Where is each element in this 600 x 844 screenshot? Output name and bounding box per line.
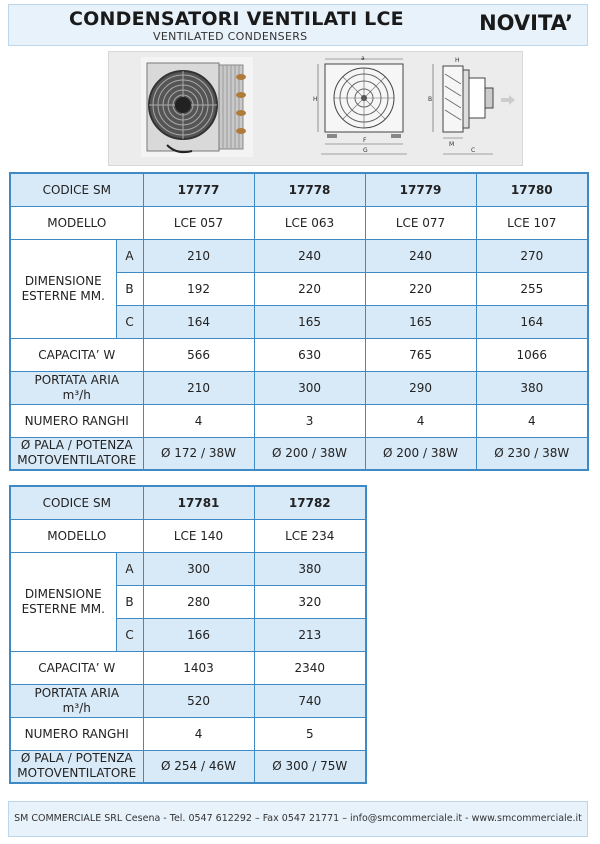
dim-a-cell: 240 [254,239,365,272]
header-banner [8,4,588,46]
portata-label-line1: PORTATA ARIA [34,372,120,387]
ranghi-label: NUMERO RANGHI [10,717,143,750]
dim-b-cell: 192 [143,272,254,305]
capacita-label: CAPACITA’ W [10,338,143,371]
spec-table-2 [9,485,367,784]
pala-label-line2: MOTOVENTILATORE [17,766,137,781]
capacita-cell: 630 [254,338,365,371]
pala-cell: Ø 172 / 38W [143,437,254,470]
dim-a-cell: 300 [143,552,254,585]
front-view-drawing [313,54,417,162]
product-images [108,51,523,166]
dim-a-cell: 210 [143,239,254,272]
portata-label-line1: PORTATA ARIA [34,685,120,700]
pala-cell: Ø 230 / 38W [476,437,588,470]
svg-text:G: G [363,147,368,154]
ranghi-label: NUMERO RANGHI [10,404,143,437]
ranghi-cell: 3 [254,404,365,437]
ranghi-cell: 5 [254,717,366,750]
header-codice-label: CODICE SM [10,173,143,206]
dim-a-cell: 380 [254,552,366,585]
dim-a-label: A [116,552,143,585]
dimensioni-label-line2: ESTERNE MM. [21,288,105,303]
pala-label-line2: MOTOVENTILATORE [17,453,137,468]
pala-label-line1: Ø PALA / POTENZA [20,438,133,453]
svg-text:F: F [363,137,367,144]
spec-table-1 [9,172,589,471]
svg-text:B: B [428,96,433,103]
dim-c-cell: 164 [476,305,588,338]
svg-text:H: H [313,96,318,103]
code-cell: 17780 [476,173,588,206]
dim-c-cell: 165 [365,305,476,338]
dim-a-cell: 240 [365,239,476,272]
dim-b-cell: 320 [254,585,366,618]
condenser-photo [137,55,257,161]
dimensioni-label [10,239,116,338]
capacita-cell: 1066 [476,338,588,371]
capacita-label: CAPACITA’ W [10,651,143,684]
portata-cell: 380 [476,371,588,404]
page-subtitle: VENTILATED CONDENSERS [153,30,308,43]
modello-label: MODELLO [10,206,143,239]
dim-c-cell: 213 [254,618,366,651]
code-cell: 17779 [365,173,476,206]
portata-cell: 740 [254,684,366,717]
svg-text:C: C [471,147,476,154]
svg-text:M: M [449,141,455,148]
portata-label-line2: m³/h [62,387,91,402]
dim-b-label: B [116,272,143,305]
pala-cell: Ø 200 / 38W [254,437,365,470]
novita-badge: NOVITA’ [479,11,573,35]
model-cell: LCE 077 [365,206,476,239]
capacita-cell: 2340 [254,651,366,684]
dim-a-label: A [116,239,143,272]
model-cell: LCE 234 [254,519,366,552]
ranghi-cell: 4 [143,717,254,750]
dim-a-cell: 270 [476,239,588,272]
capacita-cell: 566 [143,338,254,371]
dimensioni-label-line2: ESTERNE MM. [21,601,105,616]
ranghi-cell: 4 [365,404,476,437]
dim-b-cell: 220 [254,272,365,305]
header-codice-label: CODICE SM [10,486,143,519]
model-cell: LCE 057 [143,206,254,239]
pala-label [10,750,143,783]
portata-label [10,684,143,717]
portata-cell: 300 [254,371,365,404]
portata-label [10,371,143,404]
pala-cell: Ø 254 / 46W [143,750,254,783]
dim-c-cell: 164 [143,305,254,338]
dim-c-label: C [116,305,143,338]
svg-text:a: a [361,55,365,62]
code-cell: 17778 [254,173,365,206]
ranghi-cell: 4 [143,404,254,437]
page-title: CONDENSATORI VENTILATI LCE [69,8,404,30]
capacita-cell: 1403 [143,651,254,684]
pala-cell: Ø 300 / 75W [254,750,366,783]
svg-text:H: H [455,57,460,64]
portata-cell: 290 [365,371,476,404]
dim-c-cell: 165 [254,305,365,338]
ranghi-cell: 4 [476,404,588,437]
portata-cell: 520 [143,684,254,717]
pala-label-line1: Ø PALA / POTENZA [20,751,133,766]
dim-c-label: C [116,618,143,651]
pala-cell: Ø 200 / 38W [365,437,476,470]
dimensioni-label-line1: DIMENSIONE [24,273,102,288]
dim-b-cell: 280 [143,585,254,618]
model-cell: LCE 107 [476,206,588,239]
portata-label-line2: m³/h [62,700,91,715]
capacita-cell: 765 [365,338,476,371]
pala-label [10,437,143,470]
dimensioni-label [10,552,116,651]
code-cell: 17777 [143,173,254,206]
dimensioni-label-line1: DIMENSIONE [24,586,102,601]
footer-contact: SM COMMERCIALE SRL Cesena - Tel. 0547 612292 – Fax 0547 21771 – info@smcommerciale.it - www.smcommerciale.it [8,801,588,837]
dim-b-cell: 220 [365,272,476,305]
model-cell: LCE 140 [143,519,254,552]
dim-b-cell: 255 [476,272,588,305]
dim-b-label: B [116,585,143,618]
code-cell: 17782 [254,486,366,519]
portata-cell: 210 [143,371,254,404]
code-cell: 17781 [143,486,254,519]
dim-c-cell: 166 [143,618,254,651]
modello-label: MODELLO [10,519,143,552]
side-view-drawing [427,54,521,162]
model-cell: LCE 063 [254,206,365,239]
